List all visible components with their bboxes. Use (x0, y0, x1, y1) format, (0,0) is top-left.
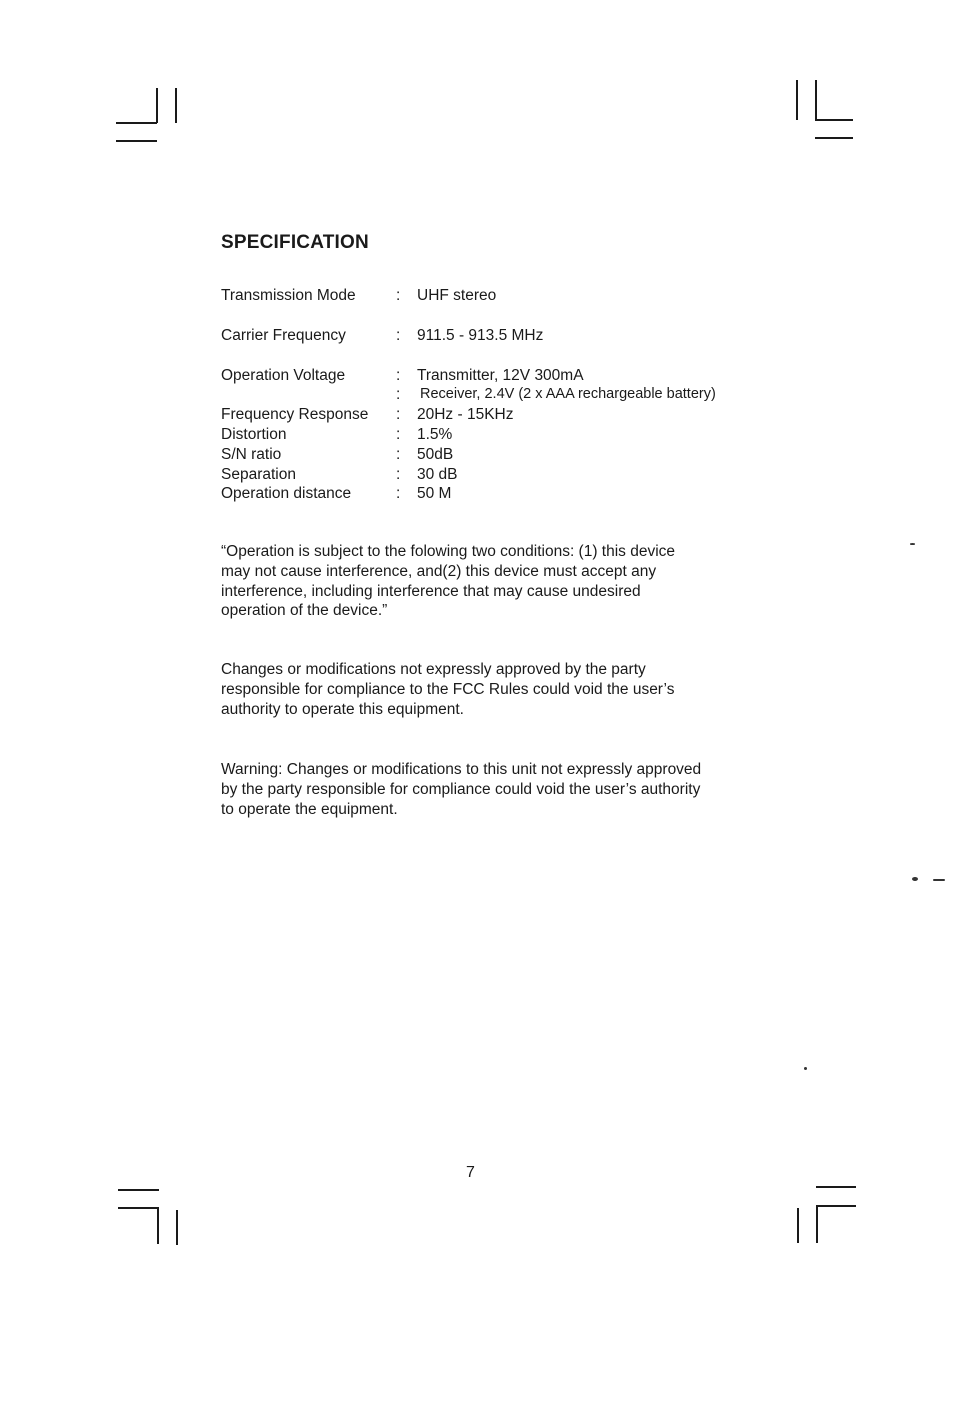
crop-mark-top-right-vertical-inner (815, 80, 817, 120)
spec-label: Operation distance (221, 485, 352, 503)
fcc-modifications-paragraph (221, 660, 781, 719)
paragraph-line: responsible for compliance to the FCC Rules could void the user’s (221, 680, 675, 698)
crop-mark-top-right-vertical-outer (796, 80, 798, 120)
spec-colon: : (396, 326, 401, 344)
page-title: SPECIFICATION (221, 232, 369, 253)
spec-colon: : (396, 386, 401, 404)
paragraph-line: may not cause interference, and(2) this device must accept any (221, 562, 657, 580)
crop-mark-bottom-left-horizontal-long (118, 1189, 159, 1191)
crop-mark-top-left-horizontal-long (116, 140, 157, 142)
crop-mark-top-left-vertical-outer (175, 88, 177, 123)
spec-colon: : (396, 425, 401, 443)
crop-mark-bottom-right-horizontal-long (816, 1186, 856, 1188)
crop-mark-top-right-horizontal-long (815, 137, 853, 139)
paragraph-line: by the party responsible for compliance could void the user’s authority (221, 780, 701, 798)
crop-mark-top-right-horizontal-short (815, 119, 853, 121)
spec-colon: : (396, 366, 401, 384)
spec-colon: : (396, 445, 401, 463)
paragraph-line: “Operation is subject to the folowing two conditions: (1) this device (221, 543, 676, 560)
spec-label: Distortion (221, 425, 287, 443)
fcc-conditions-paragraph (221, 542, 781, 621)
spec-label: Transmission Mode (221, 287, 356, 304)
crop-mark-bottom-left-vertical-outer (176, 1210, 178, 1245)
scan-speck (912, 877, 918, 881)
spec-value: 1.5% (417, 425, 453, 443)
spec-value: UHF stereo (417, 287, 497, 304)
scan-speck (804, 1067, 807, 1070)
spec-colon: : (396, 287, 401, 304)
spec-value: 911.5 - 913.5 MHz (417, 326, 544, 344)
scan-speck (910, 543, 915, 545)
spec-label: Carrier Frequency (221, 326, 346, 344)
paragraph-line: operation of the device.” (221, 602, 388, 620)
crop-mark-bottom-left-horizontal-short (118, 1207, 159, 1209)
spec-value: 50 M (417, 485, 452, 503)
spec-label: Operation Voltage (221, 366, 346, 384)
warning-paragraph (221, 760, 781, 819)
spec-value: Receiver, 2.4V (2 x AAA rechargeable battery) (420, 386, 716, 403)
paragraph-line: authority to operate this equipment. (221, 700, 464, 718)
spec-label: Separation (221, 465, 296, 483)
spec-colon: : (396, 485, 401, 503)
crop-mark-bottom-right-vertical-inner (816, 1205, 818, 1243)
spec-value: 30 dB (417, 465, 458, 483)
spec-label: S/N ratio (221, 445, 282, 463)
crop-mark-bottom-right-horizontal-short (816, 1205, 856, 1207)
paragraph-line: interference, including interference that may cause undesired (221, 582, 641, 600)
paragraph-line: Changes or modifications not expressly approved by the party (221, 661, 646, 678)
spec-colon: : (396, 406, 401, 424)
page-number: 7 (466, 1164, 475, 1181)
crop-mark-top-left-horizontal-short (116, 122, 157, 124)
spec-colon: : (396, 465, 401, 483)
paragraph-line: Warning: Changes or modifications to this unit not expressly approved (221, 761, 702, 778)
spec-label: Frequency Response (221, 406, 369, 424)
paragraph-line: to operate the equipment. (221, 800, 398, 818)
crop-mark-bottom-left-vertical-inner (157, 1207, 159, 1244)
crop-mark-top-left-vertical-inner (156, 88, 158, 123)
crop-mark-bottom-right-vertical-outer (797, 1208, 799, 1243)
spec-value: Transmitter, 12V 300mA (417, 366, 584, 384)
spec-value: 50dB (417, 445, 454, 463)
scan-speck (933, 879, 945, 881)
spec-value: 20Hz - 15KHz (417, 406, 514, 424)
